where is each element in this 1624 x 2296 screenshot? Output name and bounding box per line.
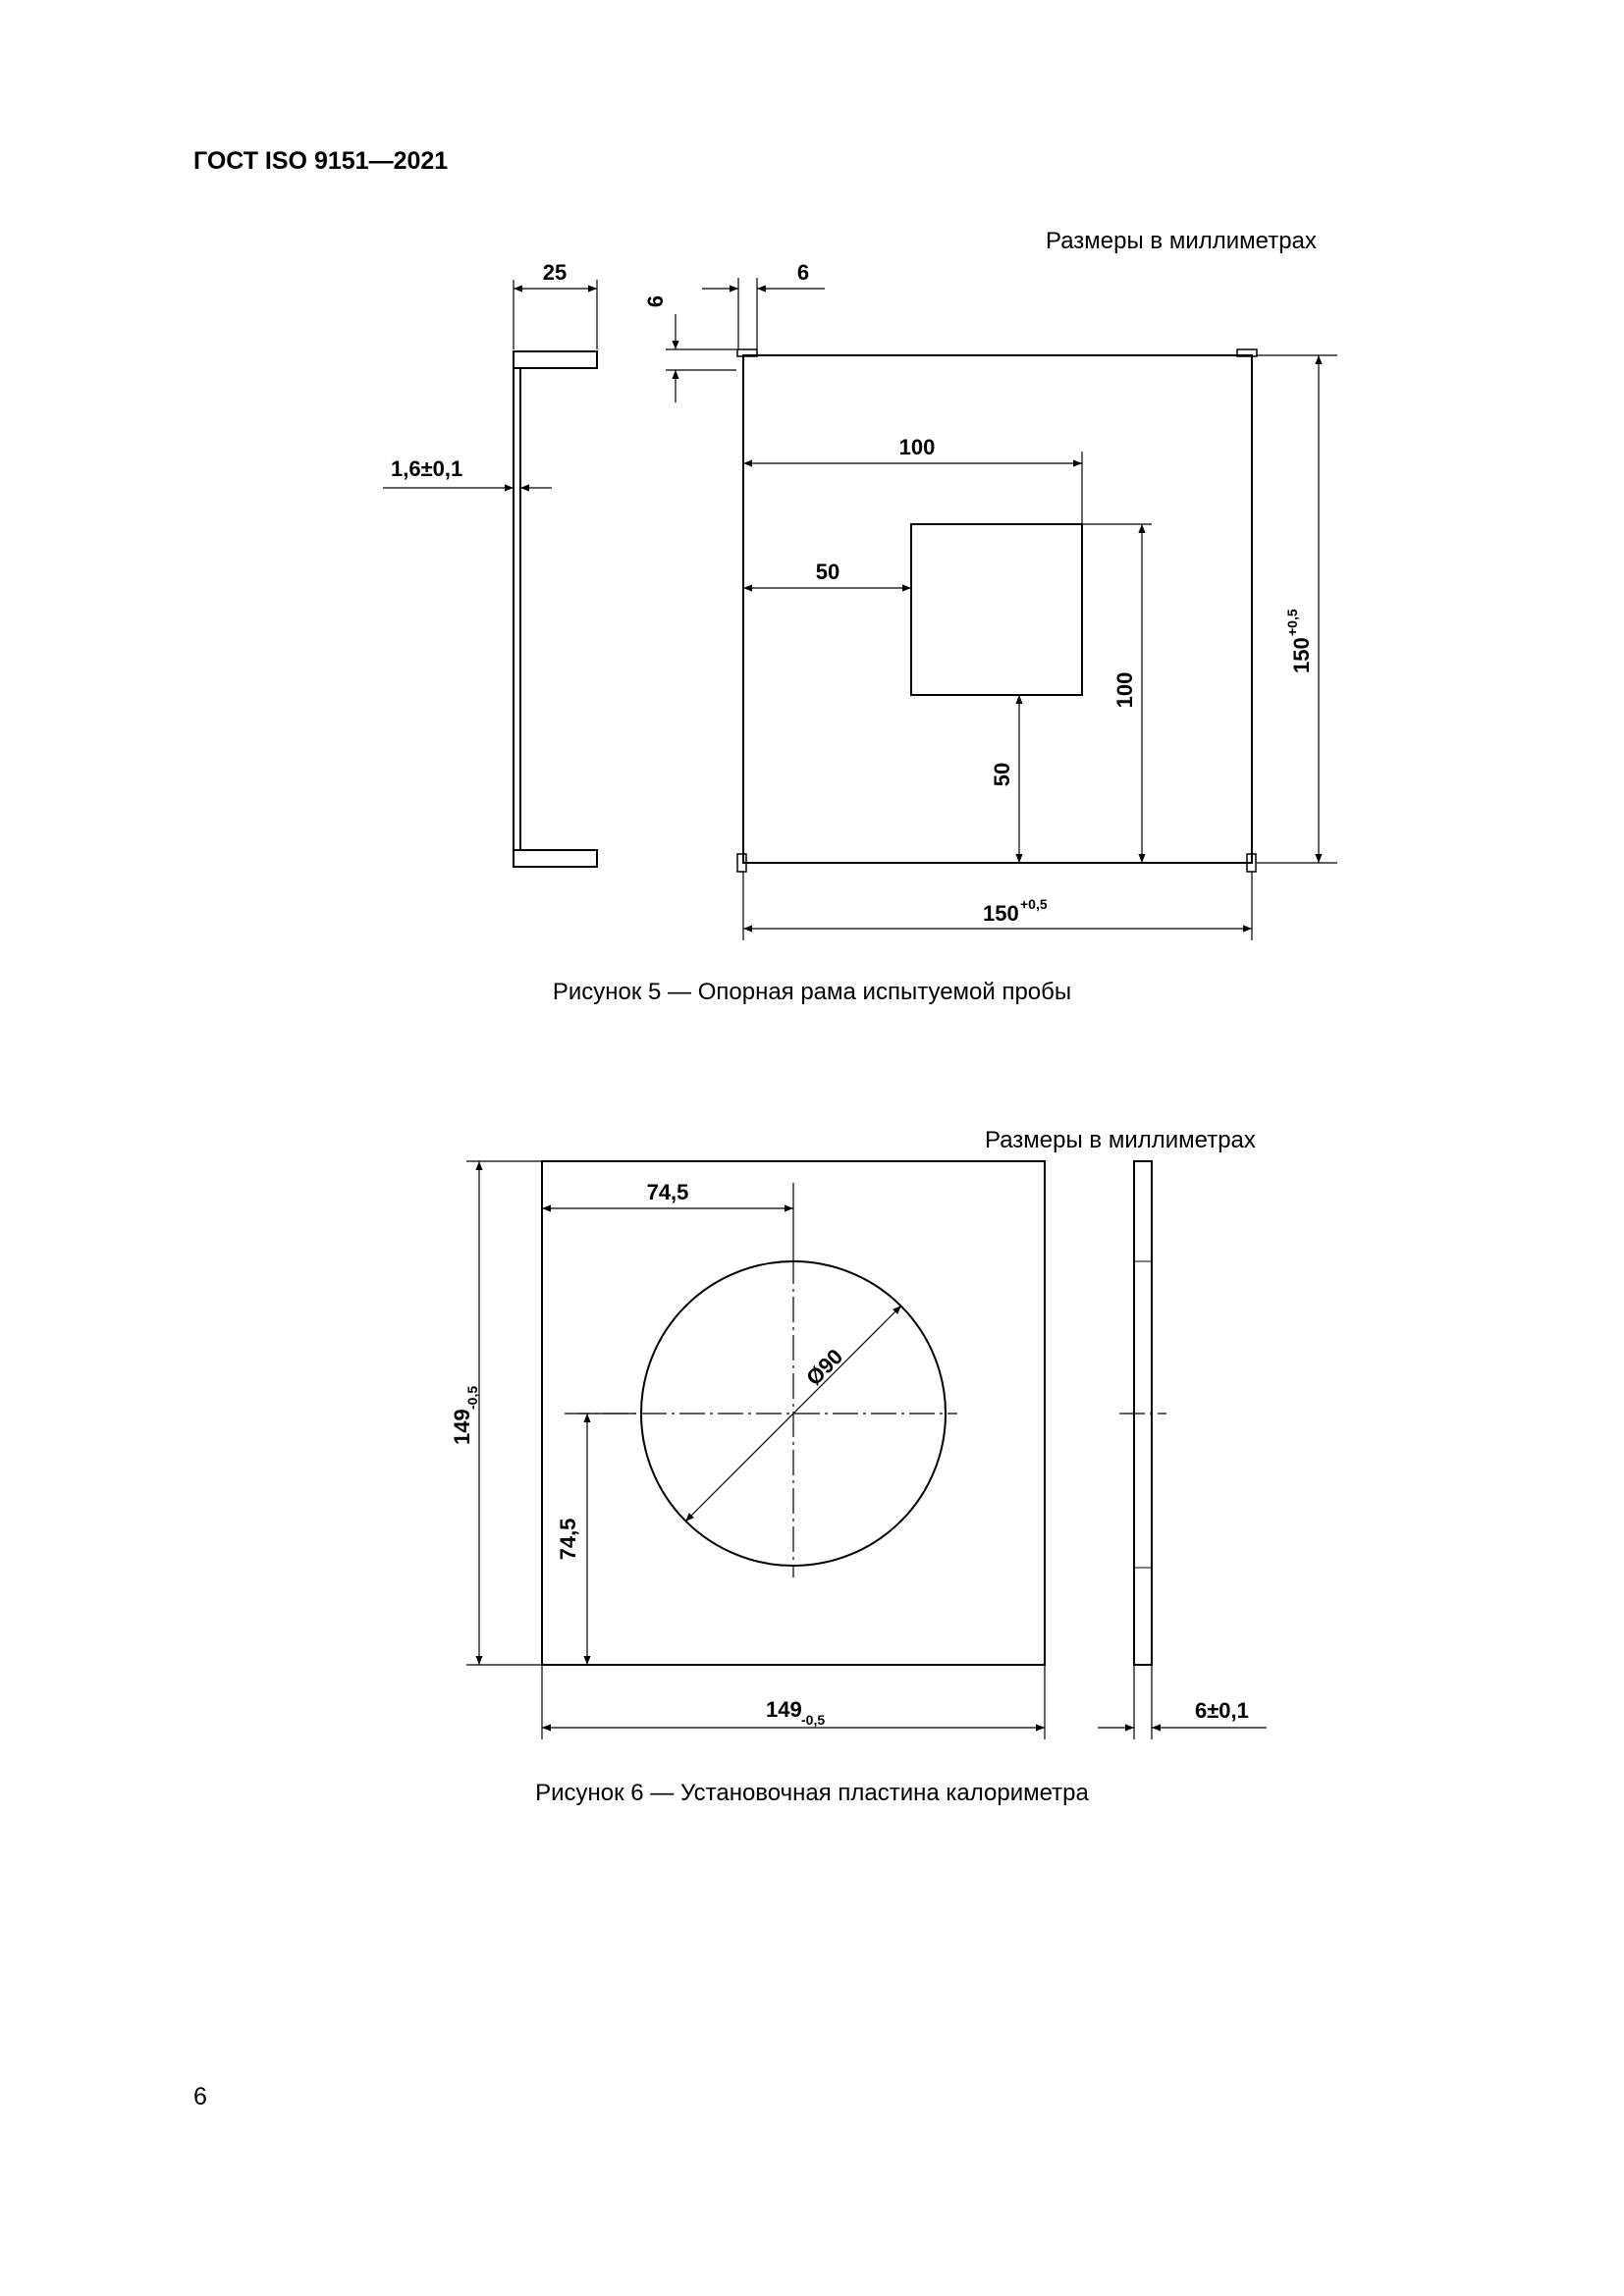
label-6-thickness: 6±0,1 <box>1195 1698 1249 1723</box>
label-149-vertical <box>450 1386 480 1445</box>
frame-front-view <box>737 349 1257 872</box>
dim-100-horizontal <box>743 452 1082 524</box>
page-number: 6 <box>193 2083 207 2110</box>
svg-text:149: 149 <box>766 1697 802 1722</box>
svg-text:149: 149 <box>450 1409 474 1445</box>
frame-side-profile <box>514 351 597 867</box>
label-diameter: Ø90 <box>801 1344 848 1391</box>
label-6-vertical: 6 <box>643 294 668 308</box>
label-150-horizontal <box>983 896 1048 926</box>
label-149-horizontal <box>766 1697 825 1728</box>
figure5-drawing <box>383 278 1337 940</box>
figure6-caption: Рисунок 6 — Установочная пластина калориметра <box>535 1780 1089 1806</box>
label-thickness: 1,6±0,1 <box>391 456 463 481</box>
label-100-horizontal: 100 <box>898 435 936 459</box>
figure5-units-note: Размеры в миллиметрах <box>1046 228 1317 254</box>
svg-text:150: 150 <box>983 901 1019 926</box>
label-74-vertical: 74,5 <box>556 1518 580 1561</box>
figure6-drawing <box>466 1161 1267 1739</box>
svg-text:-0,5: -0,5 <box>801 1712 826 1728</box>
dim-74-vertical <box>577 1414 636 1665</box>
dim-25 <box>514 280 597 349</box>
label-150-vertical <box>1284 609 1314 673</box>
label-50-vertical: 50 <box>990 762 1014 787</box>
svg-text:+0,5: +0,5 <box>1020 896 1048 912</box>
label-6-horizontal: 6 <box>796 260 810 285</box>
dim-6-horizontal <box>702 278 825 349</box>
figure6-units-note: Размеры в миллиметрах <box>985 1127 1256 1153</box>
document-header: ГОСТ ISO 9151—2021 <box>193 147 449 175</box>
svg-text:+0,5: +0,5 <box>1284 609 1300 636</box>
svg-text:150: 150 <box>1289 637 1314 673</box>
centerlines <box>565 1258 1166 1577</box>
svg-text:-0,5: -0,5 <box>464 1385 480 1410</box>
figure5-caption: Рисунок 5 — Опорная рама испытуемой пробы <box>552 979 1072 1005</box>
label-25: 25 <box>542 260 568 285</box>
dim-149-vertical <box>466 1161 542 1665</box>
label-50-horizontal: 50 <box>815 560 840 584</box>
label-74-horizontal: 74,5 <box>646 1180 689 1204</box>
label-100-vertical: 100 <box>1112 671 1137 709</box>
dim-6-vertical <box>666 314 736 402</box>
